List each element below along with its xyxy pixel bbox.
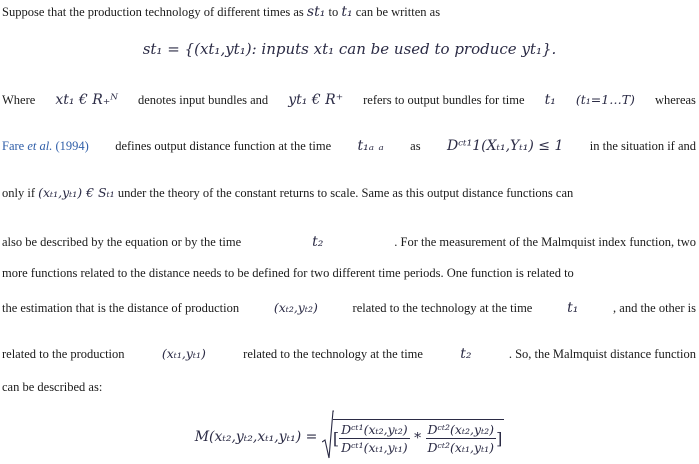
line4-math-distance: Dᶜᵗ¹1(Xₜ₁,Yₜ₁) ≤ 1	[446, 138, 564, 154]
citation-author[interactable]: Fare	[2, 139, 25, 153]
line6-start: also be described by the equation or by the time	[2, 235, 242, 249]
malmquist-lhs: M(xₜ₂,yₜ₂,xₜ₁,yₜ₁) =	[194, 429, 318, 445]
citation-fare[interactable]	[2, 138, 89, 154]
line5-start: only if	[2, 186, 35, 200]
line6-math-t2: t₂	[312, 234, 324, 250]
line1-end: can be written as	[355, 5, 441, 19]
fraction-1-denominator: Dᶜᵗ¹(xₜ₁,yₜ₁)	[341, 440, 408, 455]
line5-end: under the theory of the constant returns to scale. Same as this output distance functions can	[117, 186, 574, 200]
line3-denotes: denotes input bundles and	[137, 93, 269, 107]
fraction-period-2	[426, 422, 497, 455]
line9-math-production: (xₜ₁,yₜ₁)	[161, 346, 206, 361]
fraction-2-denominator: Dᶜᵗ²(xₜ₁,yₜ₁)	[427, 440, 495, 455]
paragraph-line-9	[2, 346, 696, 362]
paragraph-line-5	[2, 185, 696, 201]
line3-math-t1: t₁	[544, 92, 556, 108]
fraction-period-1	[339, 422, 410, 455]
equation-malmquist	[0, 410, 699, 464]
line3-whereas: whereas	[654, 93, 696, 107]
equation-technology-set: st₁ = {(xt₁,yt₁): inputs xt₁ can be used to produce yt₁}.	[142, 40, 557, 58]
paragraph-line-8	[2, 300, 696, 316]
line3-math-input: xt₁ € R₊ᴺ	[55, 92, 118, 108]
line1-to: to	[328, 5, 339, 19]
line1-math-st1: st₁	[306, 4, 326, 20]
line8-math-t1: t₁	[567, 300, 579, 316]
fraction-2-numerator: Dᶜᵗ²(xₜ₂,yₜ₂)	[427, 422, 495, 437]
line9-math-t2: t₂	[460, 346, 472, 362]
paragraph-line-6	[2, 234, 696, 250]
line9-mid: related to the technology at the time	[243, 347, 423, 361]
fraction-1-numerator: Dᶜᵗ¹(xₜ₂,yₜ₂)	[341, 422, 408, 437]
line4-defines: defines output distance function at the time	[115, 139, 332, 153]
line1-text: Suppose that the production technology of different times as	[2, 5, 304, 19]
line1-math-t1: t₁	[341, 4, 353, 20]
line4-math-time: t₁ₐ ₐ	[357, 138, 384, 154]
paragraph-line-4	[2, 138, 696, 154]
line4-end: in the situation if and	[589, 139, 696, 153]
line5-math: (xₜ₁,yₜ₁) € Sₜ₁	[38, 185, 115, 200]
line3-refers: refers to output bundles for time	[363, 93, 525, 107]
multiply-operator: *	[414, 430, 422, 447]
line8-math-production: (xₜ₂,yₜ₂)	[273, 300, 318, 315]
line9-end: . So, the Malmquist distance function	[508, 347, 696, 361]
line3-math-range: (t₁=1…T)	[575, 92, 635, 107]
paragraph-line-1	[2, 4, 696, 20]
line6-end: . For the measurement of the Malmquist index function, two	[394, 235, 696, 249]
paragraph-line-10: can be described as:	[2, 380, 103, 394]
citation-year[interactable]: (1994)	[55, 139, 89, 153]
line3-math-output: yt₁ € R⁺	[288, 92, 344, 108]
paragraph-line-3	[2, 92, 696, 108]
line3-where: Where	[2, 93, 36, 107]
paragraph-line-7: more functions related to the distance needs to be defined for two different time periods. One function is related to	[2, 266, 574, 280]
radicand: [ $\frac{\text{Dᶜᵗ¹(xₜ₂,yₜ₂)}}{\text{Dᶜᵗ¹(xₜ₁,yₜ₁)}}$ * $\frac{\text{Dᶜᵗ²(xₜ₂,yₜ₂)}}{\text{Dᶜᵗ²(xₜ₁,yₜ₁)}}$ ]	[333, 419, 505, 455]
line4-as: as	[410, 139, 421, 153]
line9-start: related to the production	[2, 347, 125, 361]
line8-mid: related to the technology at the time	[352, 301, 533, 315]
line8-start: the estimation that is the distance of production	[2, 301, 240, 315]
citation-etal[interactable]: et al.	[27, 139, 53, 153]
line8-end: , and the other is	[613, 301, 696, 315]
